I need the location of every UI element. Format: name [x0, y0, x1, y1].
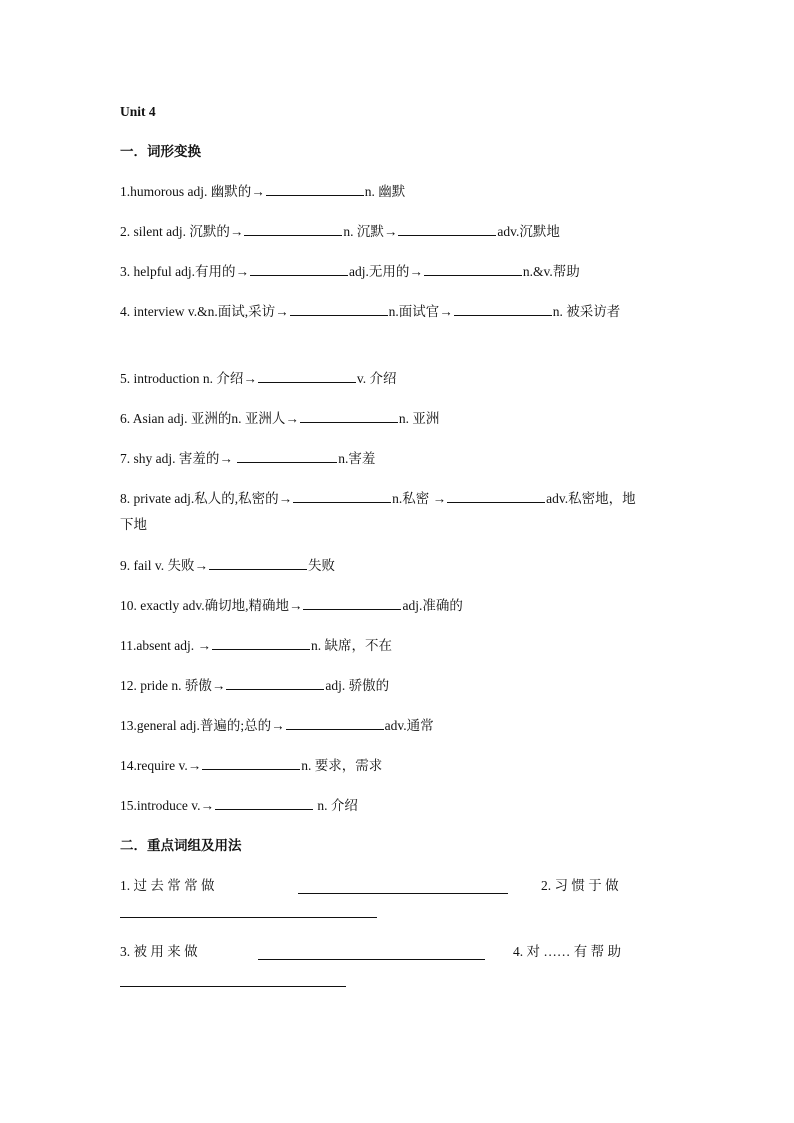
answer-blank[interactable]: [300, 410, 398, 423]
phrase-2: 2. 习 惯 于 做: [541, 878, 619, 893]
item-8-text-a: 8. private adj.私人的,私密的→: [120, 491, 293, 506]
phrase-4: 4. 对 …… 有 帮 助: [513, 944, 621, 959]
item-2-text-a: 2. silent adj. 沉默的→: [120, 224, 244, 239]
item-11-text-b: n. 缺席，不在: [310, 638, 392, 653]
answer-blank[interactable]: [447, 490, 545, 503]
answer-blank[interactable]: [212, 637, 310, 650]
item-13-text-a: 13.general adj.普遍的;总的→: [120, 718, 285, 733]
item-2: [120, 223, 560, 241]
item-11-text-a: 11.absent adj. →: [120, 638, 211, 653]
item-10: [120, 597, 463, 615]
item-4-text-a: 4. interview v.&n.面试,采访→: [120, 304, 289, 319]
answer-blank[interactable]: [258, 370, 356, 383]
item-14-text-b: n. 要求，需求: [301, 758, 383, 773]
item-2-text-c: adv.沉默地: [497, 224, 560, 239]
item-1-text-b: n. 幽默: [364, 184, 406, 199]
answer-blank[interactable]: [293, 490, 391, 503]
answer-blank[interactable]: [250, 263, 348, 276]
item-12: [120, 677, 389, 695]
answer-blank[interactable]: [215, 797, 313, 810]
item-7-text-a: 7. shy adj. 害羞的→: [120, 451, 237, 466]
answer-blank[interactable]: [424, 263, 522, 276]
answer-blank[interactable]: [237, 450, 337, 463]
item-12-text-b: adj. 骄傲的: [325, 678, 390, 693]
item-13-text-b: adv.通常: [384, 718, 434, 733]
item-6: [120, 410, 439, 428]
item-6-text-a: 6. Asian adj. 亚洲的n. 亚洲人→: [120, 411, 299, 426]
item-15-text-a: 15.introduce v.→: [120, 798, 214, 813]
item-3-text-a: 3. helpful adj.有用的→: [120, 264, 249, 279]
item-14: [120, 757, 382, 775]
item-7-text-b: n.害羞: [338, 451, 376, 466]
item-15: [120, 797, 358, 815]
answer-blank[interactable]: [303, 597, 401, 610]
item-13: [120, 717, 434, 735]
item-9-text-b: 失败: [308, 558, 335, 573]
item-11: [120, 637, 392, 655]
item-8-text-c: adv.私密地，地: [546, 491, 636, 506]
phrase-1: 1. 过 去 常 常 做: [120, 878, 215, 893]
item-4: [120, 303, 620, 321]
answer-blank[interactable]: [209, 557, 307, 570]
item-4-text-c: n. 被采访者: [552, 304, 621, 319]
answer-blank[interactable]: [258, 959, 485, 960]
item-5: [120, 370, 397, 388]
answer-blank[interactable]: [120, 986, 346, 987]
answer-blank[interactable]: [244, 223, 342, 236]
phrase-3: 3. 被 用 来 做: [120, 944, 198, 959]
section-2-title: 二．重点词组及用法: [120, 838, 242, 853]
item-1: [120, 183, 405, 201]
item-14-text-a: 14.require v.→: [120, 758, 202, 773]
item-12-text-a: 12. pride n. 骄傲→: [120, 678, 226, 693]
item-6-text-b: n. 亚洲: [398, 411, 440, 426]
item-1-text-a: 1.humorous adj. 幽默的→: [120, 184, 265, 199]
answer-blank[interactable]: [286, 717, 384, 730]
item-8-text-b: n.私密 →: [392, 491, 447, 506]
item-2-text-b: n. 沉默→: [343, 224, 398, 239]
item-3-text-c: n.&v.帮助: [522, 264, 580, 279]
item-5-text-a: 5. introduction n. 介绍→: [120, 371, 257, 386]
answer-blank[interactable]: [454, 303, 552, 316]
item-8: [120, 490, 636, 508]
answer-blank[interactable]: [290, 303, 388, 316]
answer-blank[interactable]: [266, 183, 364, 196]
item-5-text-b: v. 介绍: [356, 371, 397, 386]
answer-blank[interactable]: [398, 223, 496, 236]
section-1-title: 一．词形变换: [120, 144, 201, 159]
item-15-text-b: n. 介绍: [313, 798, 358, 813]
item-3: [120, 263, 580, 281]
item-4-text-b: n.面试官→: [388, 304, 453, 319]
item-9: [120, 557, 335, 575]
answer-blank[interactable]: [226, 677, 324, 690]
item-8-continuation: 下地: [120, 517, 147, 532]
item-10-text-a: 10. exactly adv.确切地,精确地→: [120, 598, 303, 613]
answer-blank[interactable]: [202, 757, 300, 770]
item-7: [120, 450, 375, 468]
item-10-text-b: adj.准确的: [402, 598, 463, 613]
answer-blank[interactable]: [120, 917, 377, 918]
answer-blank[interactable]: [298, 893, 508, 894]
item-3-text-b: adj.无用的→: [348, 264, 423, 279]
unit-title: Unit 4: [120, 104, 156, 119]
item-9-text-a: 9. fail v. 失败→: [120, 558, 208, 573]
